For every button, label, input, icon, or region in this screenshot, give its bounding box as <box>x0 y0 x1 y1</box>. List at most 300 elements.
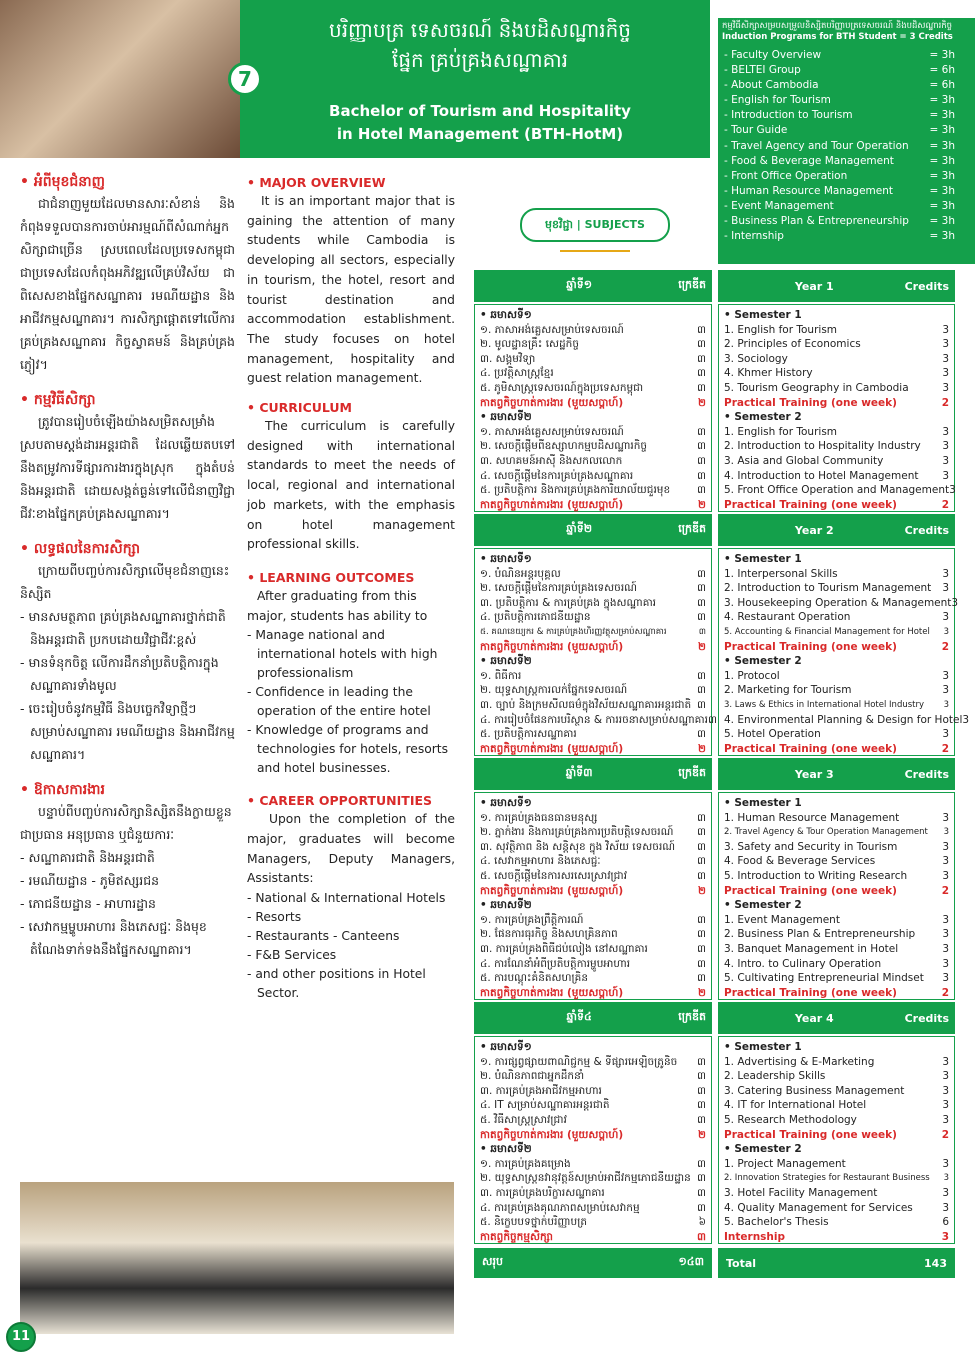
course-name: កាតព្វកិច្ចហាត់ការងារ (មួយសប្តាហ៍) <box>480 884 624 897</box>
course-credits: 3 <box>942 669 949 682</box>
course-row <box>480 1201 706 1216</box>
course-row <box>480 1113 706 1128</box>
course-credits: ៣ <box>697 323 706 336</box>
course-credits: ៣ <box>697 972 706 985</box>
course-credits: 3 <box>942 811 949 824</box>
induction-item <box>718 169 975 184</box>
course-credits: ៣ <box>697 381 706 394</box>
course-name: 1. English for Tourism <box>724 323 838 336</box>
practical-training-row <box>480 884 706 899</box>
course-credits: 3 <box>942 338 949 351</box>
induction-item-hours: = 6h <box>929 79 955 92</box>
course-name: កាតព្វកិច្ចហាត់ការងារ (មួយសប្តាហ៍) <box>480 1128 624 1141</box>
induction-item <box>718 154 975 169</box>
course-row <box>724 683 949 698</box>
course-name: • ឆមាសទី១ <box>480 797 532 809</box>
course-row <box>480 913 706 928</box>
course-name: ២. ភ្នាក់ងារ និងការគ្រប់គ្រងការប្រតិបត្តិទេសចរណ៍ <box>480 826 674 839</box>
course-row <box>724 381 949 396</box>
induction-item <box>718 199 975 214</box>
outcomes-text-kh: ក្រោយពីបញ្ចប់ការសិក្សាលើមុខជំនាញនេះនិស្សិត <box>20 563 230 601</box>
course-name: 5. Bachelor's Thesis <box>724 1216 829 1229</box>
en-credits-header: Credits <box>904 523 949 537</box>
course-name: • Semester 1 <box>724 797 802 809</box>
course-row <box>724 869 949 884</box>
course-credits: ២ <box>698 640 706 653</box>
course-name: • ឆមាសទី១ <box>480 309 532 321</box>
induction-item <box>718 123 975 138</box>
course-name: ៤. ប្រវត្តិសាស្ត្រខ្មែរ <box>480 367 554 380</box>
course-credits: ៣ <box>697 352 706 365</box>
outcomes-heading-en: • LEARNING OUTCOMES <box>247 569 415 585</box>
course-name: កាតព្វកិច្ចហាត់ការងារ (មួយសប្តាហ៍) <box>480 742 624 755</box>
course-row <box>480 957 706 972</box>
course-row <box>724 1098 949 1113</box>
course-credits: ៣ <box>697 1070 706 1083</box>
course-row <box>480 1084 706 1099</box>
course-name: 3. Asia and Global Community <box>724 454 884 467</box>
course-credits: ៣ <box>697 338 706 351</box>
course-name: ៥. គណនេយ្យករ & ការគ្រប់គ្រងហិរញ្ញវត្ថុសម្រាប់សណ្ឋាគារ <box>480 626 667 637</box>
program-header <box>240 0 710 158</box>
kh-year-box <box>474 1036 712 1244</box>
course-name: 4. IT for International Hotel <box>724 1099 867 1112</box>
course-row <box>480 713 717 728</box>
course-name: • Semester 2 <box>724 411 802 424</box>
waiter-photo <box>0 0 240 158</box>
course-credits: ៣ <box>697 484 706 497</box>
course-credits: ៣ <box>697 1055 706 1068</box>
semester-heading <box>724 654 949 669</box>
total-en-value: 143 <box>924 1256 947 1270</box>
en-year-header <box>718 758 955 790</box>
course-name: • ឆមាសទី២ <box>480 899 532 912</box>
course-row <box>480 1215 706 1230</box>
course-credits: 2 <box>941 1128 949 1141</box>
career-text-kh: បន្ទាប់ពីបញ្ចប់ការសិក្សានិស្សិតនឹងក្លាយខ្លួនជាប្រធាន អនុប្រធាន ឬជំនួយការៈ <box>20 804 232 842</box>
course-credits: 3 <box>942 367 949 380</box>
course-row <box>724 913 949 928</box>
course-name: • ឆមាសទី១ <box>480 1041 532 1053</box>
course-name: 5. Front Office Operation and Management <box>724 484 950 497</box>
induction-item-hours: = 6h <box>929 64 955 77</box>
course-name: Practical Training (one week) <box>724 986 897 999</box>
course-credits: ៣ <box>697 1201 706 1214</box>
list-item: - Knowledge of programs and technologies for hotels, resorts and hotel businesses. <box>247 723 449 776</box>
course-name: Practical Training (one week) <box>724 1128 897 1141</box>
list-item: - សណ្ឋាគារជាតិ និងអន្តរជាតិ <box>20 850 155 865</box>
course-row <box>724 698 949 713</box>
title-kh-line2: ផ្នែក គ្រប់គ្រងសណ្ឋាគារ <box>392 48 568 72</box>
course-name: 4. Khmer History <box>724 367 813 380</box>
course-row <box>724 971 949 986</box>
course-row <box>724 957 949 972</box>
course-credits: ២ <box>698 986 706 999</box>
en-year-title: Year 3 <box>794 767 834 781</box>
course-name: ៥. ប្រតិបត្តិការ និងការគ្រប់គ្រងការិយាល័យជួរមុខ <box>480 484 671 497</box>
course-credits: ២ <box>698 396 706 409</box>
kh-year-box <box>474 792 712 1000</box>
course-name: 4. Food & Beverage Services <box>724 855 876 868</box>
induction-item-name: - Introduction to Tourism <box>724 109 853 122</box>
course-credits: ៣ <box>697 728 706 741</box>
induction-item <box>718 214 975 229</box>
course-name: ៣. សង្គមវិទ្យា <box>480 352 536 365</box>
kh-year-box <box>474 548 717 756</box>
induction-item-hours: = 3h <box>929 215 955 228</box>
induction-item-hours: = 3h <box>929 169 955 182</box>
course-row <box>480 727 706 742</box>
practical-training-row <box>724 396 949 411</box>
induction-item-name: - About Cambodia <box>724 79 819 92</box>
title-kh-line1: បរិញ្ញាបត្រ ទេសចរណ៍ និងបដិសណ្ឋារកិច្ច <box>329 18 631 42</box>
induction-item-hours: = 3h <box>929 139 955 152</box>
outcomes-heading-kh: • លទ្ធផលនៃការសិក្សា <box>20 541 140 557</box>
list-item: - Confidence in leading the operation of the entire hotel <box>247 685 431 719</box>
course-credits: ៣ <box>697 1172 706 1185</box>
course-name: 5. Accounting & Financial Management for Hotel <box>724 626 930 637</box>
course-credits: 3 <box>942 1157 949 1170</box>
english-description-column <box>247 174 455 1003</box>
course-name: កាតព្វកិច្ចហាត់ការងារ (មួយសប្តាហ៍) <box>480 986 624 999</box>
course-credits: ៣ <box>697 1157 706 1170</box>
kh-year-title: ឆ្នាំទី២ <box>566 522 593 535</box>
course-credits: ៣ <box>697 942 706 955</box>
course-name: • ឆមាសទី១ <box>480 553 532 565</box>
induction-title-en: Induction Programs for BTH Student = 3 Credits <box>722 32 953 42</box>
en-credits-header: Credits <box>904 279 949 293</box>
course-name: ៥. សេចក្តីផ្តើមនៃការសរសេរស្រាវជ្រាវ <box>480 869 627 882</box>
induction-item-name: - Internship <box>724 230 784 243</box>
course-name: ២. ផែនការធុរកិច្ច និងសហគ្រិនភាព <box>480 928 618 941</box>
course-name: ៣. ការគ្រប់គ្រងពិធីជប់លៀង នៅសណ្ឋាគារ <box>480 942 648 955</box>
en-year-title: Year 1 <box>794 279 834 293</box>
induction-item-hours: = 3h <box>929 94 955 107</box>
practical-training-row <box>724 742 949 757</box>
course-row <box>724 825 949 840</box>
induction-item-name: - Faculty Overview <box>724 49 822 61</box>
course-credits: 3 <box>942 582 949 595</box>
kh-credits-header: ក្រេឌីត <box>678 766 706 779</box>
induction-item <box>718 48 975 63</box>
course-name: 3. Sociology <box>724 352 788 365</box>
course-credits: ២ <box>698 498 706 511</box>
curriculum-text-kh: ត្រូវបានរៀបចំឡើងយ៉ាងសម្រិតសម្រាំង ស្របតាមស្តង់ដារអន្តរជាតិ ដែលឆ្លើយតបទៅនឹងតម្រូវការទីផ្សារការងារក្នុងស្រុក ក្នុងតំបន់ និងអន្តរជាតិ ដោយសង្កត់ធ្ងន់ទៅលើជំនាញវិជ្ជាជីវៈខាងផ្នែកគ្រប់គ្រងសណ្ឋាគារ។ <box>20 414 235 521</box>
course-credits: 3 <box>942 957 949 970</box>
kh-credits-header: ក្រេឌីត <box>678 1010 706 1023</box>
course-row <box>480 825 706 840</box>
course-row <box>724 567 949 582</box>
practical-training-row <box>480 986 706 1001</box>
course-row <box>480 366 706 381</box>
course-credits: ៣ <box>697 957 706 970</box>
course-credits: ៣ <box>697 698 706 711</box>
course-name: • Semester 2 <box>724 899 802 912</box>
course-credits: 3 <box>943 626 949 637</box>
induction-item-name: - Business Plan & Entrepreneurship <box>724 215 909 228</box>
course-name: 3. Catering Business Management <box>724 1084 905 1097</box>
en-year-title: Year 2 <box>794 523 834 537</box>
title-en-line2: in Hotel Management (BTH-HotM) <box>336 125 624 143</box>
course-name: ១. ការគ្រប់គ្រងព្រឹត្តិការណ៍ <box>480 913 584 926</box>
practical-training-row <box>480 742 706 757</box>
course-row <box>480 811 706 826</box>
course-row <box>480 840 706 855</box>
career-heading-en: • CAREER OPPORTUNITIES <box>247 793 433 809</box>
overview-text-en: It is an important major that is gaining the attention of many students while Cambodia is developing all sectors, especially in tourism, the hotel, resort and tourist destination and accommodation establishment. The study focuses on hotel management, hospitality and guest relation management. <box>247 194 455 386</box>
career-list-en <box>247 889 455 1003</box>
course-name: Practical Training (one week) <box>724 884 897 897</box>
en-credits-header: Credits <box>904 767 949 781</box>
semester-heading <box>724 796 949 811</box>
course-row <box>724 337 949 352</box>
course-row <box>724 1215 949 1230</box>
overview-heading-en: • MAJOR OVERVIEW <box>247 175 386 190</box>
induction-item-name: - BELTEI Group <box>724 64 801 77</box>
course-credits: ៣ <box>697 611 706 624</box>
course-row <box>724 713 970 728</box>
course-name: • Semester 1 <box>724 309 802 321</box>
course-name: ៤. IT សម្រាប់សណ្ឋាគារអន្តរជាតិ <box>480 1099 610 1112</box>
course-name: 5. Tourism Geography in Cambodia <box>724 381 909 394</box>
list-item: - Manage national and international hotels with high professionalism <box>247 628 438 681</box>
course-row <box>724 596 959 611</box>
induction-item-hours: = 3h <box>929 199 955 212</box>
course-name: ១. បំណិនអន្តរបុគ្គល <box>480 567 561 580</box>
course-credits: ៣ <box>697 367 706 380</box>
course-row <box>480 1055 706 1070</box>
course-name: 2. Leadership Skills <box>724 1070 826 1083</box>
curriculum-text-en: The curriculum is carefully designed with international standards to meet the needs of local, regional and international job markets, with the emphasis on hotel management professional skills. <box>247 419 455 552</box>
course-credits: 3 <box>949 484 956 497</box>
course-row <box>724 840 949 855</box>
total-kh-bar <box>474 1248 712 1278</box>
course-name: 4. Intro. to Culinary Operation <box>724 957 882 970</box>
course-name: កាតព្វកិច្ចហាត់ការងារ (មួយសប្តាហ៍) <box>480 498 624 511</box>
course-row <box>724 942 949 957</box>
course-name: ៤. សេចក្តីផ្តើមនៃការគ្រប់គ្រងសណ្ឋាគារ <box>480 469 634 482</box>
course-row <box>480 683 706 698</box>
course-name: 5. Research Methodology <box>724 1113 857 1126</box>
course-name: ៣. ប្រតិបត្តិការ & ការគ្រប់គ្រង ក្នុងសណ្ឋាគារ <box>480 596 657 609</box>
course-name: ១. ភាសាអង់គ្លេសសម្រាប់ទេសចរណ៍ <box>480 425 624 438</box>
induction-item-name: - English for Tourism <box>724 94 831 107</box>
total-kh-value: ១៤៣ <box>678 1255 704 1268</box>
course-row <box>480 610 706 625</box>
induction-panel <box>718 18 975 264</box>
kh-year-title: ឆ្នាំទី១ <box>566 278 593 291</box>
en-year-header <box>718 514 955 546</box>
course-row <box>724 366 949 381</box>
course-credits: ២ <box>698 1128 706 1141</box>
list-item: - មានទំនុកចិត្ត លើការដឹកនាំប្រតិបត្តិការក្នុងសណ្ឋាគារទាំងមូល <box>20 655 219 693</box>
course-row <box>480 971 706 986</box>
course-row <box>480 323 706 338</box>
ornament-divider <box>560 250 630 252</box>
total-kh-label: សរុប <box>482 1255 503 1268</box>
course-name: 2. Marketing for Tourism <box>724 684 852 697</box>
list-item: - សេវាកម្មម្ហូបអាហារ និងភេសជ្ជៈ និងមុខតំណែងទាក់ទងនឹងផ្នែកសណ្ឋាគារ។ <box>20 919 207 957</box>
course-row <box>480 1171 706 1186</box>
course-name: កាតព្វកិច្ចហាត់ការងារ (មួយសប្តាហ៍) <box>480 640 624 653</box>
semester-heading <box>480 1040 706 1055</box>
course-row <box>724 323 949 338</box>
course-row <box>480 596 706 611</box>
list-item: - F&B Services <box>247 948 337 963</box>
course-name: 1. Interpersonal Skills <box>724 567 838 580</box>
en-year-box <box>718 1036 955 1244</box>
list-item: - Restaurants - Canteens <box>247 929 400 944</box>
course-name: 4. Environmental Planning & Design for Hotel <box>724 713 963 726</box>
course-row <box>724 483 956 498</box>
course-name: • Semester 2 <box>724 655 802 668</box>
practical-training-row <box>724 986 949 1001</box>
induction-item <box>718 78 975 93</box>
practical-training-row <box>724 1128 949 1143</box>
course-credits: 3 <box>942 1186 949 1199</box>
course-row <box>480 1186 706 1201</box>
outcomes-text-en: After graduating from this major, students has ability to <box>247 588 428 623</box>
course-name: 2. Introduction to Tourism Management <box>724 582 932 595</box>
course-name: 5. Cultivating Entrepreneurial Mindset <box>724 972 924 985</box>
course-row <box>724 1069 949 1084</box>
course-name: 2. Innovation Strategies for Restaurant Business <box>724 1173 930 1184</box>
kh-year-title: ឆ្នាំទី៤ <box>566 1010 592 1023</box>
course-credits: ៣ <box>697 840 706 853</box>
course-name: 1. Protocol <box>724 669 780 682</box>
induction-list <box>718 48 975 244</box>
course-row <box>724 469 949 484</box>
course-credits: ២ <box>698 742 706 755</box>
course-name: 5. Hotel Operation <box>724 728 821 741</box>
course-name: ៣. សុវត្ថិភាព និង សន្តិសុខ ក្នុង វិស័យ ទេសចរណ៍ <box>480 840 676 853</box>
semester-heading <box>724 410 949 425</box>
semester-heading <box>480 796 706 811</box>
course-credits: 3 <box>942 855 949 868</box>
course-credits: ៣ <box>697 913 706 926</box>
course-name: 4. Quality Management for Services <box>724 1201 913 1214</box>
course-credits: ៣ <box>697 855 706 868</box>
kh-year-box <box>474 304 712 512</box>
course-name: 1. English for Tourism <box>724 425 838 438</box>
course-credits: 3 <box>942 611 949 624</box>
course-name: • ឆមាសទី២ <box>480 655 532 668</box>
course-row <box>724 1157 949 1172</box>
course-name: • Semester 1 <box>724 1041 802 1053</box>
course-name: Practical Training (one week) <box>724 498 897 511</box>
course-name: ៥. ការបណ្តុះគំនិតសហគ្រិន <box>480 972 588 985</box>
course-credits: 3 <box>942 869 949 882</box>
course-name: ២. សេចក្តីផ្តើមពីឧស្សាហកម្មបដិសណ្ឋារកិច្ច <box>480 440 648 453</box>
course-credits: 2 <box>941 884 949 897</box>
overview-heading-kh: • អំពីមុខជំនាញ <box>20 174 105 190</box>
course-row <box>480 581 706 596</box>
list-item: - and other positions in Hotel Sector. <box>247 967 426 1001</box>
practical-training-row <box>724 884 949 899</box>
page-number: 11 <box>6 1322 36 1352</box>
induction-item <box>718 93 975 108</box>
career-text-en: Upon the completion of the major, graduates will become Managers, Deputy Managers, Assistants: <box>247 812 455 886</box>
practical-training-row <box>480 1128 706 1143</box>
course-credits: ៣ <box>697 1099 706 1112</box>
course-name: • ឆមាសទី២ <box>480 1143 532 1156</box>
career-heading-kh: • ឱកាសការងារ <box>20 782 105 798</box>
course-name: 3. Laws & Ethics in International Hotel Industry <box>724 699 925 710</box>
semester-heading <box>724 308 949 323</box>
course-row <box>724 425 949 440</box>
en-year-box <box>718 304 955 512</box>
course-credits: 3 <box>942 942 949 955</box>
course-row <box>480 1157 706 1172</box>
course-credits: 3 <box>942 913 949 926</box>
course-credits: 3 <box>942 840 949 853</box>
course-row <box>724 854 949 869</box>
course-name: ៥. និក្ខេបបទថ្នាក់បរិញ្ញាបត្រ <box>480 1216 588 1229</box>
course-name: ២. បំណិនភាពជាអ្នកដឹកនាំ <box>480 1070 585 1083</box>
course-name: ២. យុទ្ធសាស្ត្រការលក់ផ្នែកទេសចរណ៍ <box>480 684 628 697</box>
course-row <box>724 1186 949 1201</box>
course-name: ១. ភាសាអង់គ្លេសសម្រាប់ទេសចរណ៍ <box>480 323 624 336</box>
practical-training-row <box>724 1230 949 1245</box>
title-en-line1: Bachelor of Tourism and Hospitality <box>329 102 631 120</box>
course-credits: 3 <box>942 684 949 697</box>
outcomes-list-kh <box>20 605 235 766</box>
course-credits: 3 <box>942 928 949 941</box>
practical-training-row <box>724 640 949 655</box>
semester-heading <box>724 1142 949 1157</box>
course-row <box>480 625 706 640</box>
course-name: 1. Advertising & E-Marketing <box>724 1055 875 1068</box>
induction-item <box>718 229 975 244</box>
course-row <box>480 352 706 367</box>
practical-training-row <box>724 498 949 513</box>
course-row <box>724 1171 949 1186</box>
course-row <box>480 1069 706 1084</box>
course-name: 1. Human Resource Management <box>724 811 900 824</box>
induction-item-name: - Front Office Operation <box>724 169 848 182</box>
course-name: Internship <box>724 1230 786 1243</box>
course-credits: 3 <box>943 827 949 838</box>
program-number-badge: 7 <box>228 62 262 96</box>
induction-item-hours: = 3h <box>929 124 955 137</box>
course-credits: 3 <box>942 454 949 467</box>
course-name: ៤. ការណែនាំអំពីប្រតិបត្តិការម្ហូបអាហារ <box>480 957 631 970</box>
course-row <box>724 811 949 826</box>
course-row <box>724 439 949 454</box>
course-name: 2. Travel Agency & Tour Operation Management <box>724 827 928 838</box>
semester-heading <box>724 552 949 567</box>
course-name: ៥. វិធីសាស្ត្រស្រាវជ្រាវ <box>480 1113 567 1126</box>
semester-heading <box>480 308 706 323</box>
en-credits-header: Credits <box>904 1011 949 1025</box>
kh-year-header <box>474 1002 712 1034</box>
semester-heading <box>724 1040 949 1055</box>
practical-training-row <box>480 498 706 513</box>
course-credits: 3 <box>942 1084 949 1097</box>
course-name: ៣. ច្បាប់ និងក្រមសីលធម៌ក្នុងវិស័យសណ្ឋាគារអន្តរជាតិ <box>480 698 692 711</box>
course-name: ៤. ប្រតិបត្តិការភោជនីយដ្ឋាន <box>480 611 591 624</box>
course-row <box>480 425 706 440</box>
induction-item <box>718 108 975 123</box>
semester-heading <box>480 552 706 567</box>
course-credits: ៣ <box>697 669 706 682</box>
course-credits: 3 <box>942 1201 949 1214</box>
course-name: 2. Business Plan & Entrepreneurship <box>724 928 916 941</box>
kh-year-header <box>474 270 712 302</box>
course-credits: 3 <box>942 1055 949 1068</box>
course-credits: 3 <box>942 1113 949 1126</box>
induction-item <box>718 139 975 154</box>
